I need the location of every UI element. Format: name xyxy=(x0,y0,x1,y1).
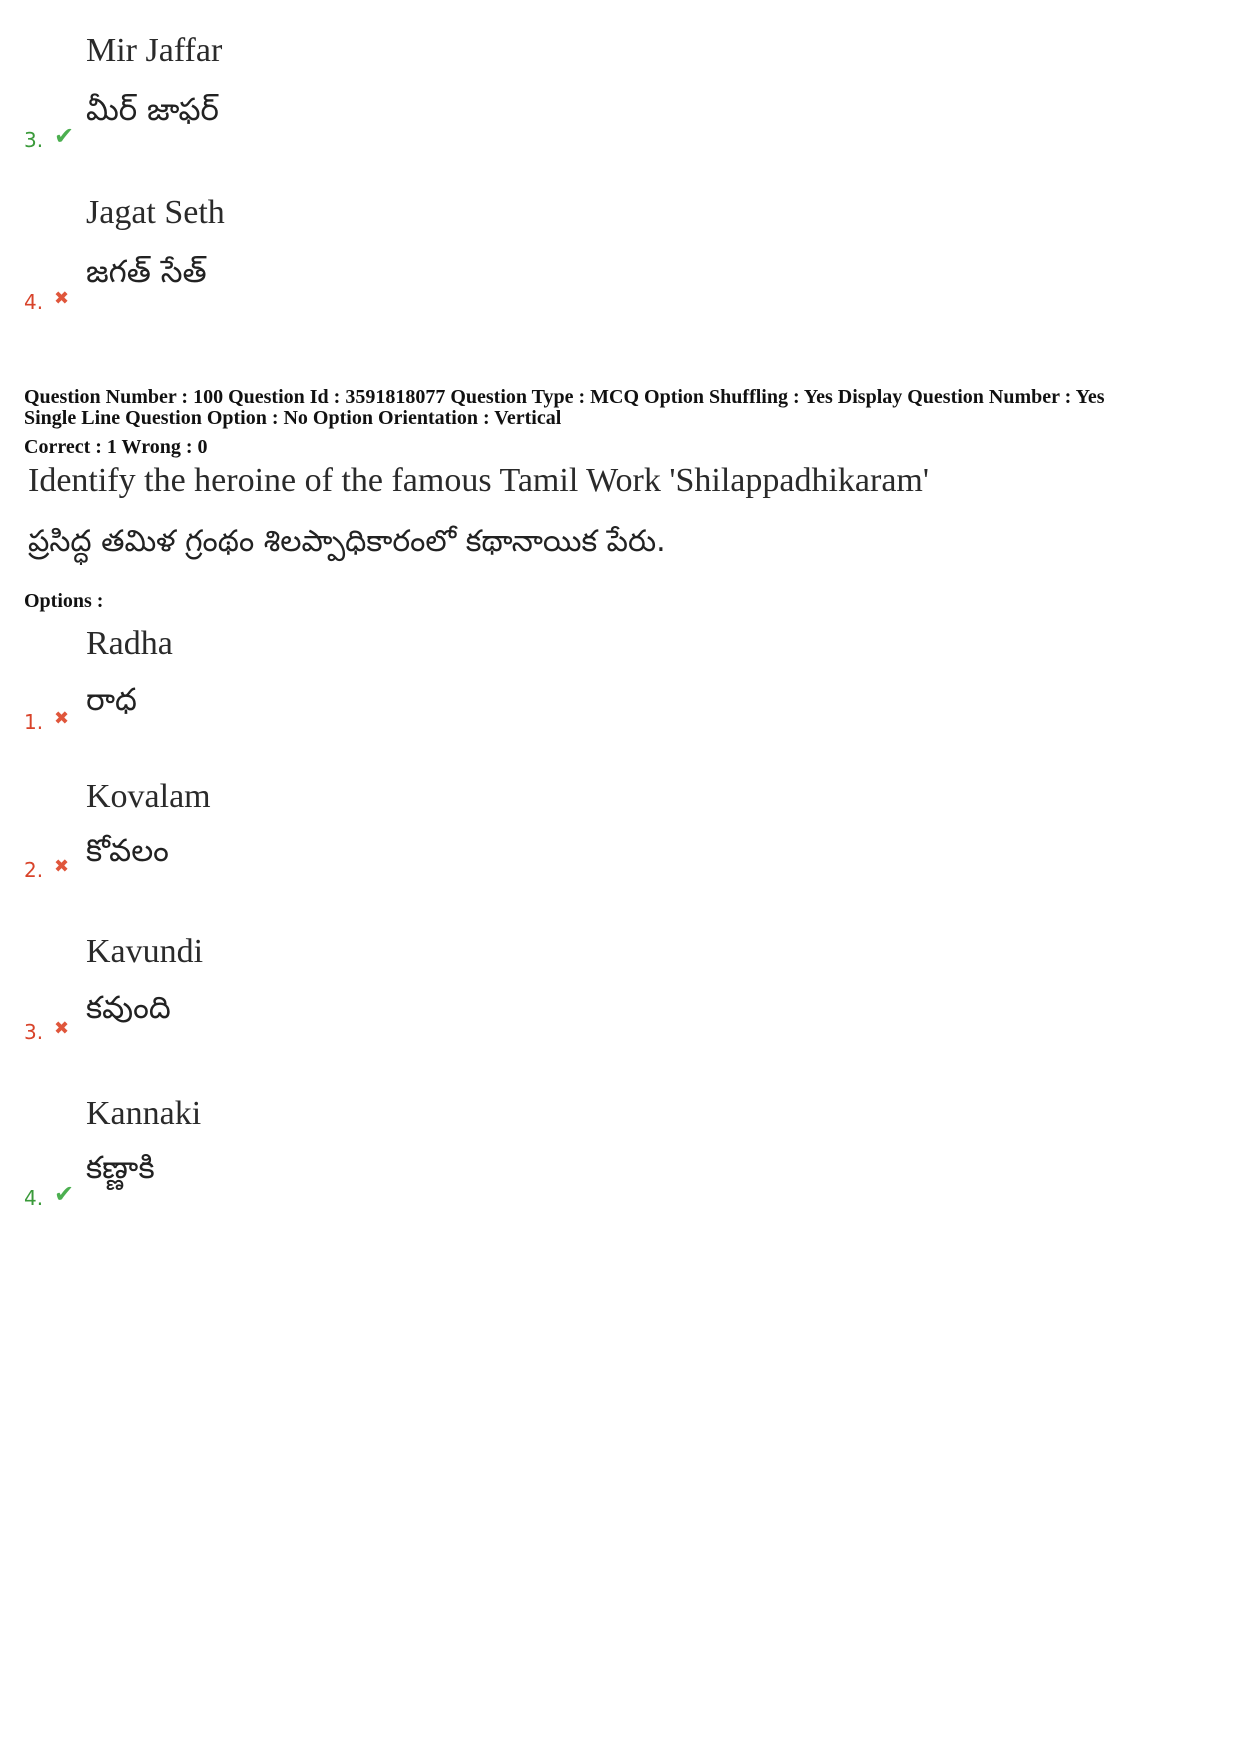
cross-icon: ✖ xyxy=(54,856,70,877)
option-text-en: Radha xyxy=(86,625,173,662)
options-label: Options : xyxy=(24,590,104,612)
question-meta-line1: Question Number : 100 Question Id : 3591818077 Question Type : MCQ Option Shuffling : Yes Display Question Number : Yes xyxy=(24,386,1105,408)
cross-icon: ✖ xyxy=(54,288,70,309)
option-text-te: కణ్ణాకి xyxy=(86,1150,155,1186)
question-text-te: ప్రసిద్ధ తమిళ గ్రంథం శిలప్పాధికారంలో కథానాయిక పేరు. xyxy=(28,524,666,559)
option-number: 3. xyxy=(24,128,44,152)
option-text-te: జగత్ సేత్ xyxy=(86,254,207,290)
check-icon: ✔ xyxy=(54,1180,75,1208)
check-icon: ✔ xyxy=(54,122,75,150)
option-number: 4. xyxy=(24,1186,44,1210)
option-text-en: Mir Jaffar xyxy=(86,32,223,69)
option-text-en: Jagat Seth xyxy=(86,194,225,231)
option-text-te: మీర్ జాఫర్ xyxy=(86,92,219,128)
question-text-en: Identify the heroine of the famous Tamil Work 'Shilappadhikaram' xyxy=(28,462,929,499)
option-number: 4. xyxy=(24,290,44,314)
option-text-en: Kavundi xyxy=(86,933,204,970)
option-text-te: కోవలం xyxy=(86,833,169,869)
cross-icon: ✖ xyxy=(54,708,70,729)
option-number: 3. xyxy=(24,1020,44,1044)
option-text-te: కవుంది xyxy=(86,990,171,1026)
option-number: 2. xyxy=(24,858,44,882)
question-marks: Correct : 1 Wrong : 0 xyxy=(24,436,208,458)
option-text-en: Kannaki xyxy=(86,1095,202,1132)
cross-icon: ✖ xyxy=(54,1018,70,1039)
option-text-en: Kovalam xyxy=(86,778,211,815)
option-text-te: రాధ xyxy=(86,682,137,718)
option-number: 1. xyxy=(24,710,44,734)
question-meta-line2: Single Line Question Option : No Option Orientation : Vertical xyxy=(24,407,562,429)
